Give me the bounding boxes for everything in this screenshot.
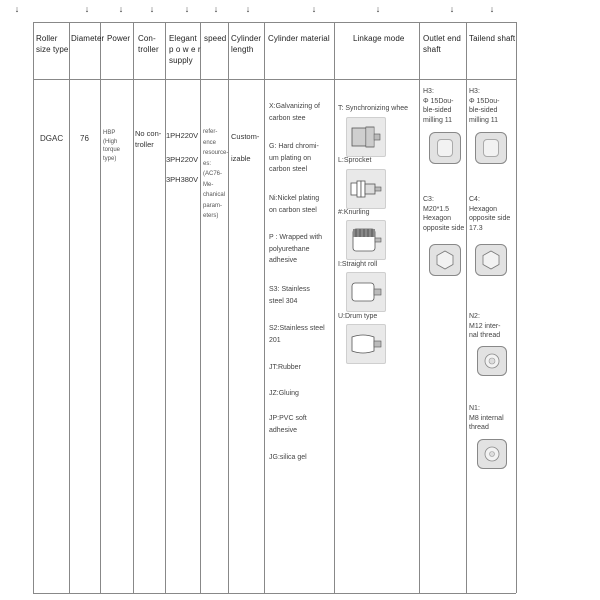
controller-text: troller — [135, 140, 154, 149]
material-item — [269, 232, 331, 267]
tailend-text: ble-sided — [469, 107, 498, 114]
header-cylinder-length — [231, 33, 261, 55]
rounded-square-shaft-icon — [429, 132, 461, 164]
material-item — [269, 323, 331, 346]
roller-size-type-value: DGAC — [40, 134, 64, 143]
material-text: JP:PVC soft — [269, 415, 307, 422]
power-text: HBP — [103, 130, 116, 136]
down-arrow-icon: ↓ — [84, 4, 90, 14]
material-text: adhesive — [269, 426, 298, 434]
column-divider — [419, 22, 420, 593]
outlet-end-option-h3 — [423, 87, 454, 125]
column-divider — [100, 22, 101, 593]
material-text: Ni:Nickel plating — [269, 195, 320, 202]
header-text: troller — [138, 45, 159, 54]
header-text: p o w e r — [169, 45, 201, 54]
material-item — [269, 362, 331, 374]
material-item — [269, 284, 331, 307]
material-text: X:Galvanizing of — [269, 103, 320, 110]
power-value — [103, 129, 120, 163]
tailend-text: opposite side — [469, 215, 511, 222]
header-text: Cylinder — [231, 34, 262, 43]
header-tailend-shaft: Tailend shaft — [469, 34, 516, 43]
tailend-text: M8 internal — [469, 414, 504, 422]
power-supply-option: 3PH380V — [166, 175, 199, 184]
material-item — [269, 452, 331, 464]
down-arrow-icon: ↓ — [118, 4, 124, 14]
diameter-value: 76 — [80, 134, 89, 143]
outlet-end-text: ble-sided — [423, 107, 452, 114]
down-arrow-icon: ↓ — [213, 4, 219, 14]
linkage-label-knurling: #:Knurling — [338, 209, 370, 216]
linkage-label-synchronizing-wheel: T: Synchronizing whee — [338, 105, 409, 112]
outlet-end-text: M20*1.5 — [423, 205, 450, 213]
power-supply-option: 1PH220V — [166, 131, 199, 140]
power-supply-option: 3PH220V — [166, 155, 199, 164]
cylinder-length-text: Custom- — [231, 132, 260, 141]
header-text: Elegant — [169, 34, 197, 43]
speed-text: chanical — [203, 192, 226, 198]
linkage-label-sprocket: L:Sprocket — [338, 157, 372, 164]
cylinder-length-text: izable — [231, 154, 251, 163]
column-divider — [264, 22, 265, 593]
header-text: length — [231, 45, 254, 54]
column-divider — [334, 22, 335, 593]
speed-text: ence — [203, 139, 217, 146]
speed-value — [203, 127, 228, 222]
header-text: size type — [36, 45, 69, 54]
speed-text: param- — [203, 202, 223, 209]
speed-text: eters) — [203, 213, 219, 219]
outlet-end-text: milling 11 — [423, 116, 453, 124]
down-arrow-icon: ↓ — [245, 4, 251, 14]
tailend-text: H3: — [469, 88, 480, 95]
material-item — [269, 101, 331, 124]
material-item — [269, 388, 331, 400]
knurling-roller-image — [346, 220, 386, 260]
material-text: steel 304 — [269, 297, 298, 305]
material-text: on carbon steel — [269, 206, 317, 214]
material-text: um plating on — [269, 154, 312, 162]
material-text: P : Wrapped with — [269, 234, 323, 241]
down-arrow-icon: ↓ — [149, 4, 155, 14]
down-arrow-icon: ↓ — [375, 4, 381, 14]
column-divider — [228, 22, 229, 593]
header-text: Outlet end — [423, 34, 461, 43]
material-text: JG:silica gel — [269, 454, 307, 461]
column-divider — [133, 22, 134, 593]
rounded-square-shaft-icon — [475, 132, 507, 164]
drum-type-roller-image — [346, 324, 386, 364]
speed-text: (AC76- — [203, 171, 223, 177]
material-text: polyurethane — [269, 245, 310, 253]
header-speed: speed — [204, 34, 227, 43]
material-item — [269, 413, 331, 436]
power-text: type) — [103, 155, 117, 162]
tailend-text: thread — [469, 424, 489, 431]
tailend-text: N2: — [469, 313, 480, 320]
header-linkage-mode: Linkage mode — [353, 34, 405, 43]
material-text: S2:Stainless steel — [269, 325, 325, 332]
tailend-text: M12 inter- — [469, 322, 501, 330]
material-text: carbon stee — [269, 114, 306, 122]
straight-roll-image — [346, 272, 386, 312]
sprocket-roller-image — [346, 169, 386, 209]
header-text: shaft — [423, 45, 441, 54]
column-divider — [516, 22, 517, 593]
tailend-text: Φ 15Dou- — [469, 97, 500, 105]
internal-thread-icon — [477, 439, 507, 469]
material-text: JT:Rubber — [269, 364, 301, 371]
tailend-text: Hexagon — [469, 205, 498, 213]
controller-text: No con- — [135, 129, 162, 138]
speed-text: refer- — [203, 129, 218, 135]
power-supply-list — [166, 130, 198, 185]
header-text: Con- — [138, 34, 156, 43]
header-cylinder-material: Cylinder material — [268, 34, 330, 43]
tailend-text: milling 11 — [469, 116, 499, 124]
linkage-label-drum-type: U:Drum type — [338, 313, 378, 320]
table-top-border — [33, 22, 516, 23]
down-arrow-icon: ↓ — [14, 4, 20, 14]
outlet-end-text: H3: — [423, 88, 434, 95]
tailend-text: 17.3 — [469, 224, 483, 232]
column-divider — [165, 22, 166, 593]
header-text: supply — [169, 56, 193, 65]
column-divider — [200, 22, 201, 593]
column-divider — [69, 22, 70, 593]
material-text: S3: Stainless — [269, 286, 310, 293]
material-item — [269, 193, 331, 216]
hexagon-shaft-icon — [475, 244, 507, 276]
header-power-supply — [169, 33, 201, 66]
down-arrow-icon: ↓ — [449, 4, 455, 14]
header-diameter: Diameter — [71, 34, 105, 43]
down-arrow-icon: ↓ — [311, 4, 317, 14]
material-item — [269, 141, 331, 176]
material-text: 201 — [269, 336, 281, 344]
outlet-end-option-c3 — [423, 195, 464, 233]
speed-text: es: — [203, 160, 212, 167]
material-text: G: Hard chromi- — [269, 143, 319, 150]
table-bottom-border — [33, 593, 516, 594]
tailend-text: C4: — [469, 196, 480, 203]
header-bottom-border — [33, 79, 516, 80]
tailend-option-h3 — [469, 87, 500, 125]
material-text: carbon steel — [269, 166, 308, 173]
cylinder-length-value — [231, 131, 259, 164]
tailend-text: nal thread — [469, 332, 501, 339]
outlet-end-text: Φ 15Dou- — [423, 97, 454, 105]
tailend-text: N1: — [469, 405, 480, 412]
speed-text: Me- — [203, 181, 214, 188]
outlet-end-text: opposite side — [423, 224, 465, 232]
internal-thread-icon — [477, 346, 507, 376]
synchronizing-wheel-roller-image — [346, 117, 386, 157]
hexagon-shaft-icon — [429, 244, 461, 276]
speed-text: resource- — [203, 150, 229, 156]
outlet-end-text: Hexagon — [423, 215, 452, 222]
tailend-option-n1 — [469, 404, 504, 433]
linkage-label-straight-roll: I:Straight roll — [338, 261, 378, 268]
header-controller — [138, 33, 159, 55]
header-outlet-end-shaft — [423, 33, 461, 55]
tailend-option-c4 — [469, 195, 510, 233]
power-text: (High — [103, 138, 118, 145]
tailend-option-n2 — [469, 312, 501, 341]
controller-value — [135, 128, 161, 150]
power-text: torque — [103, 147, 121, 153]
header-text: Roller — [36, 34, 58, 43]
down-arrow-icon: ↓ — [489, 4, 495, 14]
outlet-end-text: C3: — [423, 196, 434, 203]
down-arrow-icon: ↓ — [184, 4, 190, 14]
material-text: JZ:Gluing — [269, 390, 299, 397]
header-roller-size-type — [36, 33, 68, 55]
column-divider — [466, 22, 467, 593]
material-text: adhesive — [269, 257, 298, 264]
column-divider — [33, 22, 34, 593]
header-power: Power — [107, 34, 131, 43]
